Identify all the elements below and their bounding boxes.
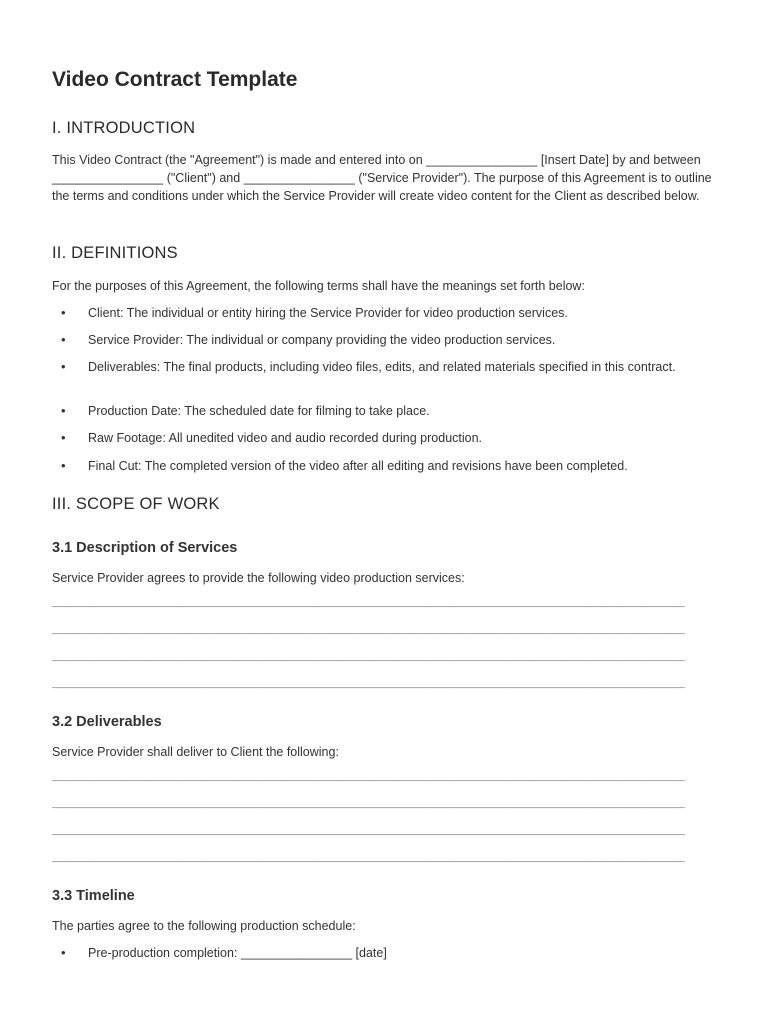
blank-line: ______________________________________________________________________________________________________ — [52, 799, 685, 811]
scope-heading: III. SCOPE OF WORK — [52, 495, 220, 513]
page-title: Video Contract Template — [52, 68, 298, 91]
blank-line: ______________________________________________________________________________________________________ — [52, 853, 685, 865]
definitions-lead: For the purposes of this Agreement, the following terms shall have the meanings set forth below: — [52, 279, 585, 293]
deliverables-heading: 3.2 Deliverables — [52, 714, 162, 730]
services-lead: Service Provider agrees to provide the following video production services: — [52, 571, 465, 585]
timeline-heading: 3.3 Timeline — [52, 888, 135, 904]
list-item: • Final Cut: The completed version of the video after all editing and revisions have been completed. — [61, 458, 628, 473]
bullet-icon: • — [61, 359, 66, 374]
introduction-text: This Video Contract (the "Agreement") is made and entered into on ________________ [Insert Date] by and between ________________ ("Client") and ________________ ("Service Provider"). The purpose of this Agreement is to outline the terms and conditions under which the Service Provider will create video content for the Client as described below. — [52, 153, 712, 203]
bullet-icon: • — [61, 403, 66, 418]
list-item: • Production Date: The scheduled date for filming to take place. — [61, 403, 430, 418]
list-item: • Deliverables: The final products, including video files, edits, and related materials specified in this contract. — [61, 359, 676, 374]
blank-line: ______________________________________________________________________________________________________ — [52, 679, 685, 691]
list-item: • Client: The individual or entity hiring the Service Provider for video production services. — [61, 305, 568, 320]
blank-line: ______________________________________________________________________________________________________ — [52, 826, 685, 838]
bullet-icon: • — [61, 332, 66, 347]
blank-line: ______________________________________________________________________________________________________ — [52, 625, 685, 637]
services-heading: 3.1 Description of Services — [52, 540, 238, 556]
bullet-icon: • — [61, 305, 66, 320]
list-item: • Service Provider: The individual or company providing the video production services. — [61, 332, 556, 347]
definitions-heading: II. DEFINITIONS — [52, 244, 178, 262]
timeline-lead: The parties agree to the following production schedule: — [52, 919, 356, 933]
blank-line: ______________________________________________________________________________________________________ — [52, 598, 685, 610]
deliverables-lead: Service Provider shall deliver to Client the following: — [52, 745, 339, 759]
list-item: • Pre-production completion: ________________ [date] — [61, 945, 387, 960]
bullet-icon: • — [61, 430, 66, 445]
bullet-icon: • — [61, 458, 66, 473]
blank-line: ______________________________________________________________________________________________________ — [52, 772, 685, 784]
list-item: • Raw Footage: All unedited video and audio recorded during production. — [61, 430, 483, 445]
introduction-heading: I. INTRODUCTION — [52, 119, 196, 137]
bullet-icon: • — [61, 945, 66, 960]
blank-line: ______________________________________________________________________________________________________ — [52, 652, 685, 664]
